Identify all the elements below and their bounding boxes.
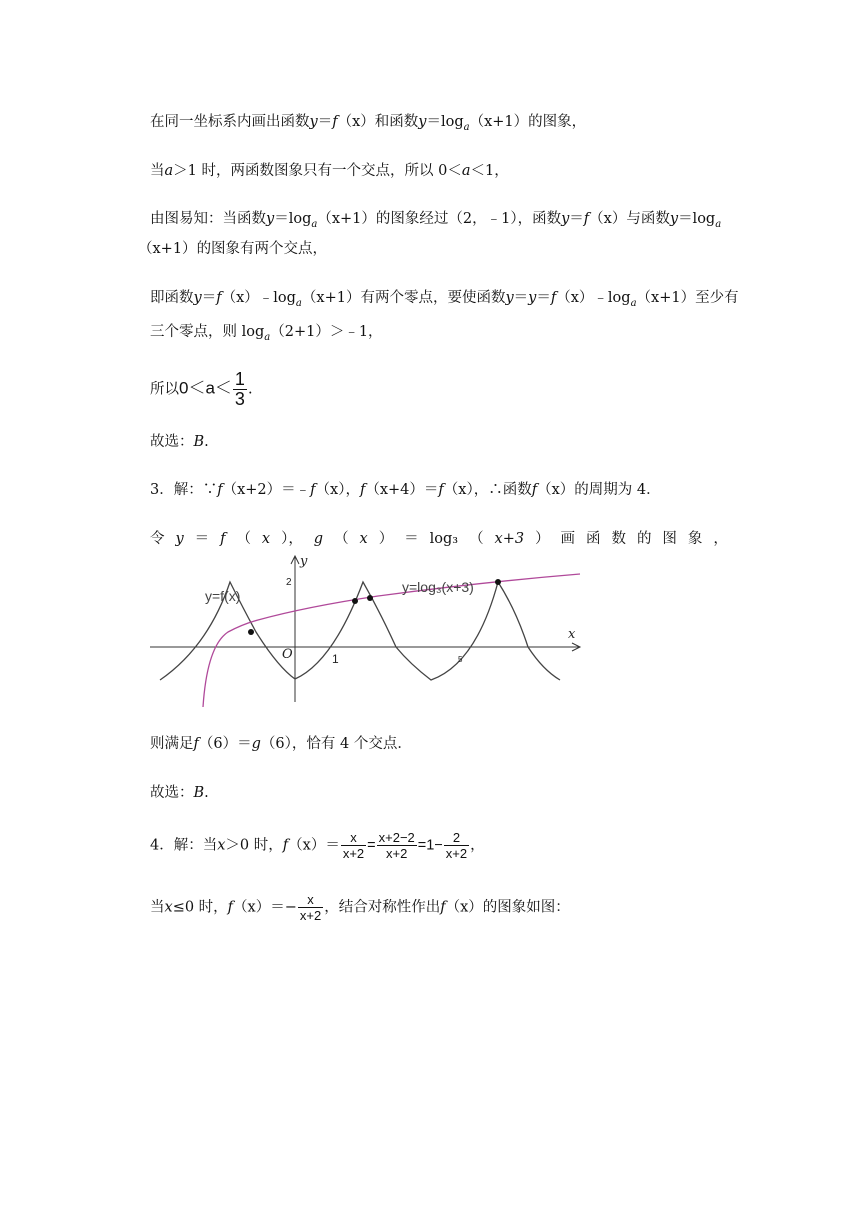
var: x [359,531,368,547]
text: 画 [560,531,576,547]
var: f [332,114,338,130]
numerator: x+2−2 [378,830,415,845]
var: f [359,482,366,498]
text: . [247,381,253,398]
text-line-14 [150,892,570,923]
text: 的 [636,531,652,547]
text: 数 [611,531,626,547]
var: y [175,531,184,547]
text-line-13 [150,830,485,861]
curve-g [203,574,580,707]
denominator: x+2 [377,845,417,861]
text: （x），∴函数 [443,482,532,498]
text: ） [535,531,550,547]
label-g: y=log₃(x+3) [402,579,474,595]
var: f [438,482,444,498]
label-f: y=f(x) [205,588,241,604]
text: log₃ [429,531,459,547]
text: 的图象有两个交点， [196,241,328,257]
fraction-one-third [233,370,247,409]
text-line-6 [150,322,383,348]
tick-label-x-1: 1 [332,652,339,666]
text: （ [334,531,349,547]
var: y [561,211,570,227]
text: 和函数 [374,114,419,130]
text: ）， [281,531,303,547]
var: f [531,482,538,498]
var: y [266,211,275,227]
var: a [164,163,174,179]
var: y [418,114,427,130]
text: = [367,837,376,854]
intersection-point [495,579,501,585]
denominator: x+2 [445,846,468,861]
var: y [528,290,537,306]
text: （x） [556,290,594,306]
text: 所以 [150,381,179,398]
text: （x+2）＝﹣ [222,482,311,498]
var: f [550,290,557,306]
var: g [313,531,324,547]
text: （x）的周期为 4． [537,482,661,498]
text-line-3 [150,209,721,235]
text: ﹣log [593,290,631,306]
text-line-5 [150,288,739,314]
denominator: x+2 [342,846,365,861]
text-line-4 [138,239,327,259]
text: （x+1） [301,290,361,306]
text-line-12 [150,783,209,803]
numerator: x [307,892,314,907]
var: y [505,290,514,306]
var: x [164,899,173,916]
text: ，结合对称性作出 [324,899,441,916]
text: ＝log [678,211,716,227]
text: 令 [150,531,165,547]
subscript: a [463,121,470,133]
text: 在同一坐标系内画出函数 [150,114,310,130]
var: f [227,899,234,916]
numerator: 2 [452,830,461,845]
text: 的图象经过（2，﹣1），函数 [375,211,562,227]
text: . [204,434,209,450]
var: a [461,163,471,179]
intersection-point [248,629,254,635]
var: f [217,482,223,498]
var: f [583,211,590,227]
subscript: a [264,331,271,343]
text: 与函数 [626,211,670,227]
intersection-point [352,598,358,604]
text: （x）的图象如图： [445,899,570,916]
text: ＝log [274,211,312,227]
text: （x） [221,290,259,306]
text: ， [713,531,728,547]
text: ＝ [513,290,529,306]
text: ＝log [426,114,464,130]
text: （x）＝− [233,899,297,916]
answer: B [193,785,205,801]
text: =1− [417,837,443,854]
text-line-9 [150,480,661,500]
var: f [310,482,316,498]
justified-line [150,529,728,549]
text: ≤0 时， [172,899,228,916]
text: 至少有 [695,290,739,306]
text: 当 [150,899,165,916]
text: ＝ [317,114,333,130]
text: ﹣log [258,290,296,306]
text: 三个零点，则 log [150,324,265,340]
text-line-11 [150,734,412,754]
function-graph [148,552,588,712]
var: f [220,531,226,547]
text: 由图易知：当函数 [150,211,266,227]
text: （6）＝ [198,736,252,752]
text: （x）， [315,482,360,498]
var: g [251,736,261,752]
var: f [193,736,199,752]
text: ＜1， [470,163,509,179]
text: 图 [662,531,677,547]
text: 故选： [150,434,194,450]
y-axis-label: y [300,554,308,569]
text: 故选： [150,785,194,801]
var: x [217,837,226,854]
answer: B [193,434,205,450]
var: y [309,114,318,130]
intersection-point [367,595,373,601]
text: . [204,785,209,801]
text: 函 [586,531,601,547]
text-line-8 [150,432,209,452]
text-line-7 [150,370,253,409]
text: 有两个零点，要使函数 [360,290,506,306]
text: ＞0 时， [225,837,283,854]
var: f [216,290,222,306]
fraction [377,830,417,861]
text: （x） [337,114,375,130]
var: y [193,290,202,306]
text: （ [469,531,484,547]
subscript: a [630,297,637,309]
text: （x+1） [469,114,529,130]
text: ＝ [201,290,217,306]
text: ＝ [404,531,419,547]
text-line-10 [150,529,728,549]
text: 3．解：∵ [150,482,218,498]
text: （x+1） [317,211,376,227]
var: x [261,531,271,547]
text: （x）＝ [288,837,340,854]
var: x+3 [494,531,525,547]
text: ＝ [194,531,210,547]
text: （6），恰有 4 个交点． [260,736,412,752]
denominator: 3 [234,389,245,409]
text: 当 [150,163,165,179]
text: 4．解：当 [150,837,218,854]
text: （x+1） [636,290,696,306]
text: （ [236,531,251,547]
tick-label-y-2: 2 [286,577,292,588]
text: ＝ [569,211,584,227]
fraction [298,892,323,923]
origin-label: O [282,647,293,662]
inequality: 0＜a＜ [179,378,232,398]
fraction [444,830,469,861]
text: 的图象， [528,114,587,130]
numerator: x [350,830,357,845]
x-axis-label: x [568,627,576,642]
var: f [440,899,446,916]
text: 即函数 [150,290,194,306]
text: （x+1） [138,241,197,257]
subscript: a [715,218,722,230]
subscript: a [295,297,302,309]
text: ＝ [536,290,551,306]
text: ） [378,531,394,547]
text: ＞1 时，两函数图象只有一个交点，所以 0＜ [173,163,462,179]
denominator: x+2 [299,908,322,923]
text: （x+4）＝ [365,482,439,498]
text-line-1 [150,112,586,138]
text: 则满足 [150,736,194,752]
text: （2+1）＞﹣1， [270,324,383,340]
var: y [669,211,679,227]
fraction [341,830,366,861]
numerator: 1 [234,369,245,389]
text: ， [470,837,485,854]
text: （x） [589,211,627,227]
text: 象 [687,531,703,547]
tick-label-x-5: 5 [458,655,463,664]
text-line-2 [150,161,509,181]
subscript: a [311,218,318,230]
var: f [282,837,289,854]
